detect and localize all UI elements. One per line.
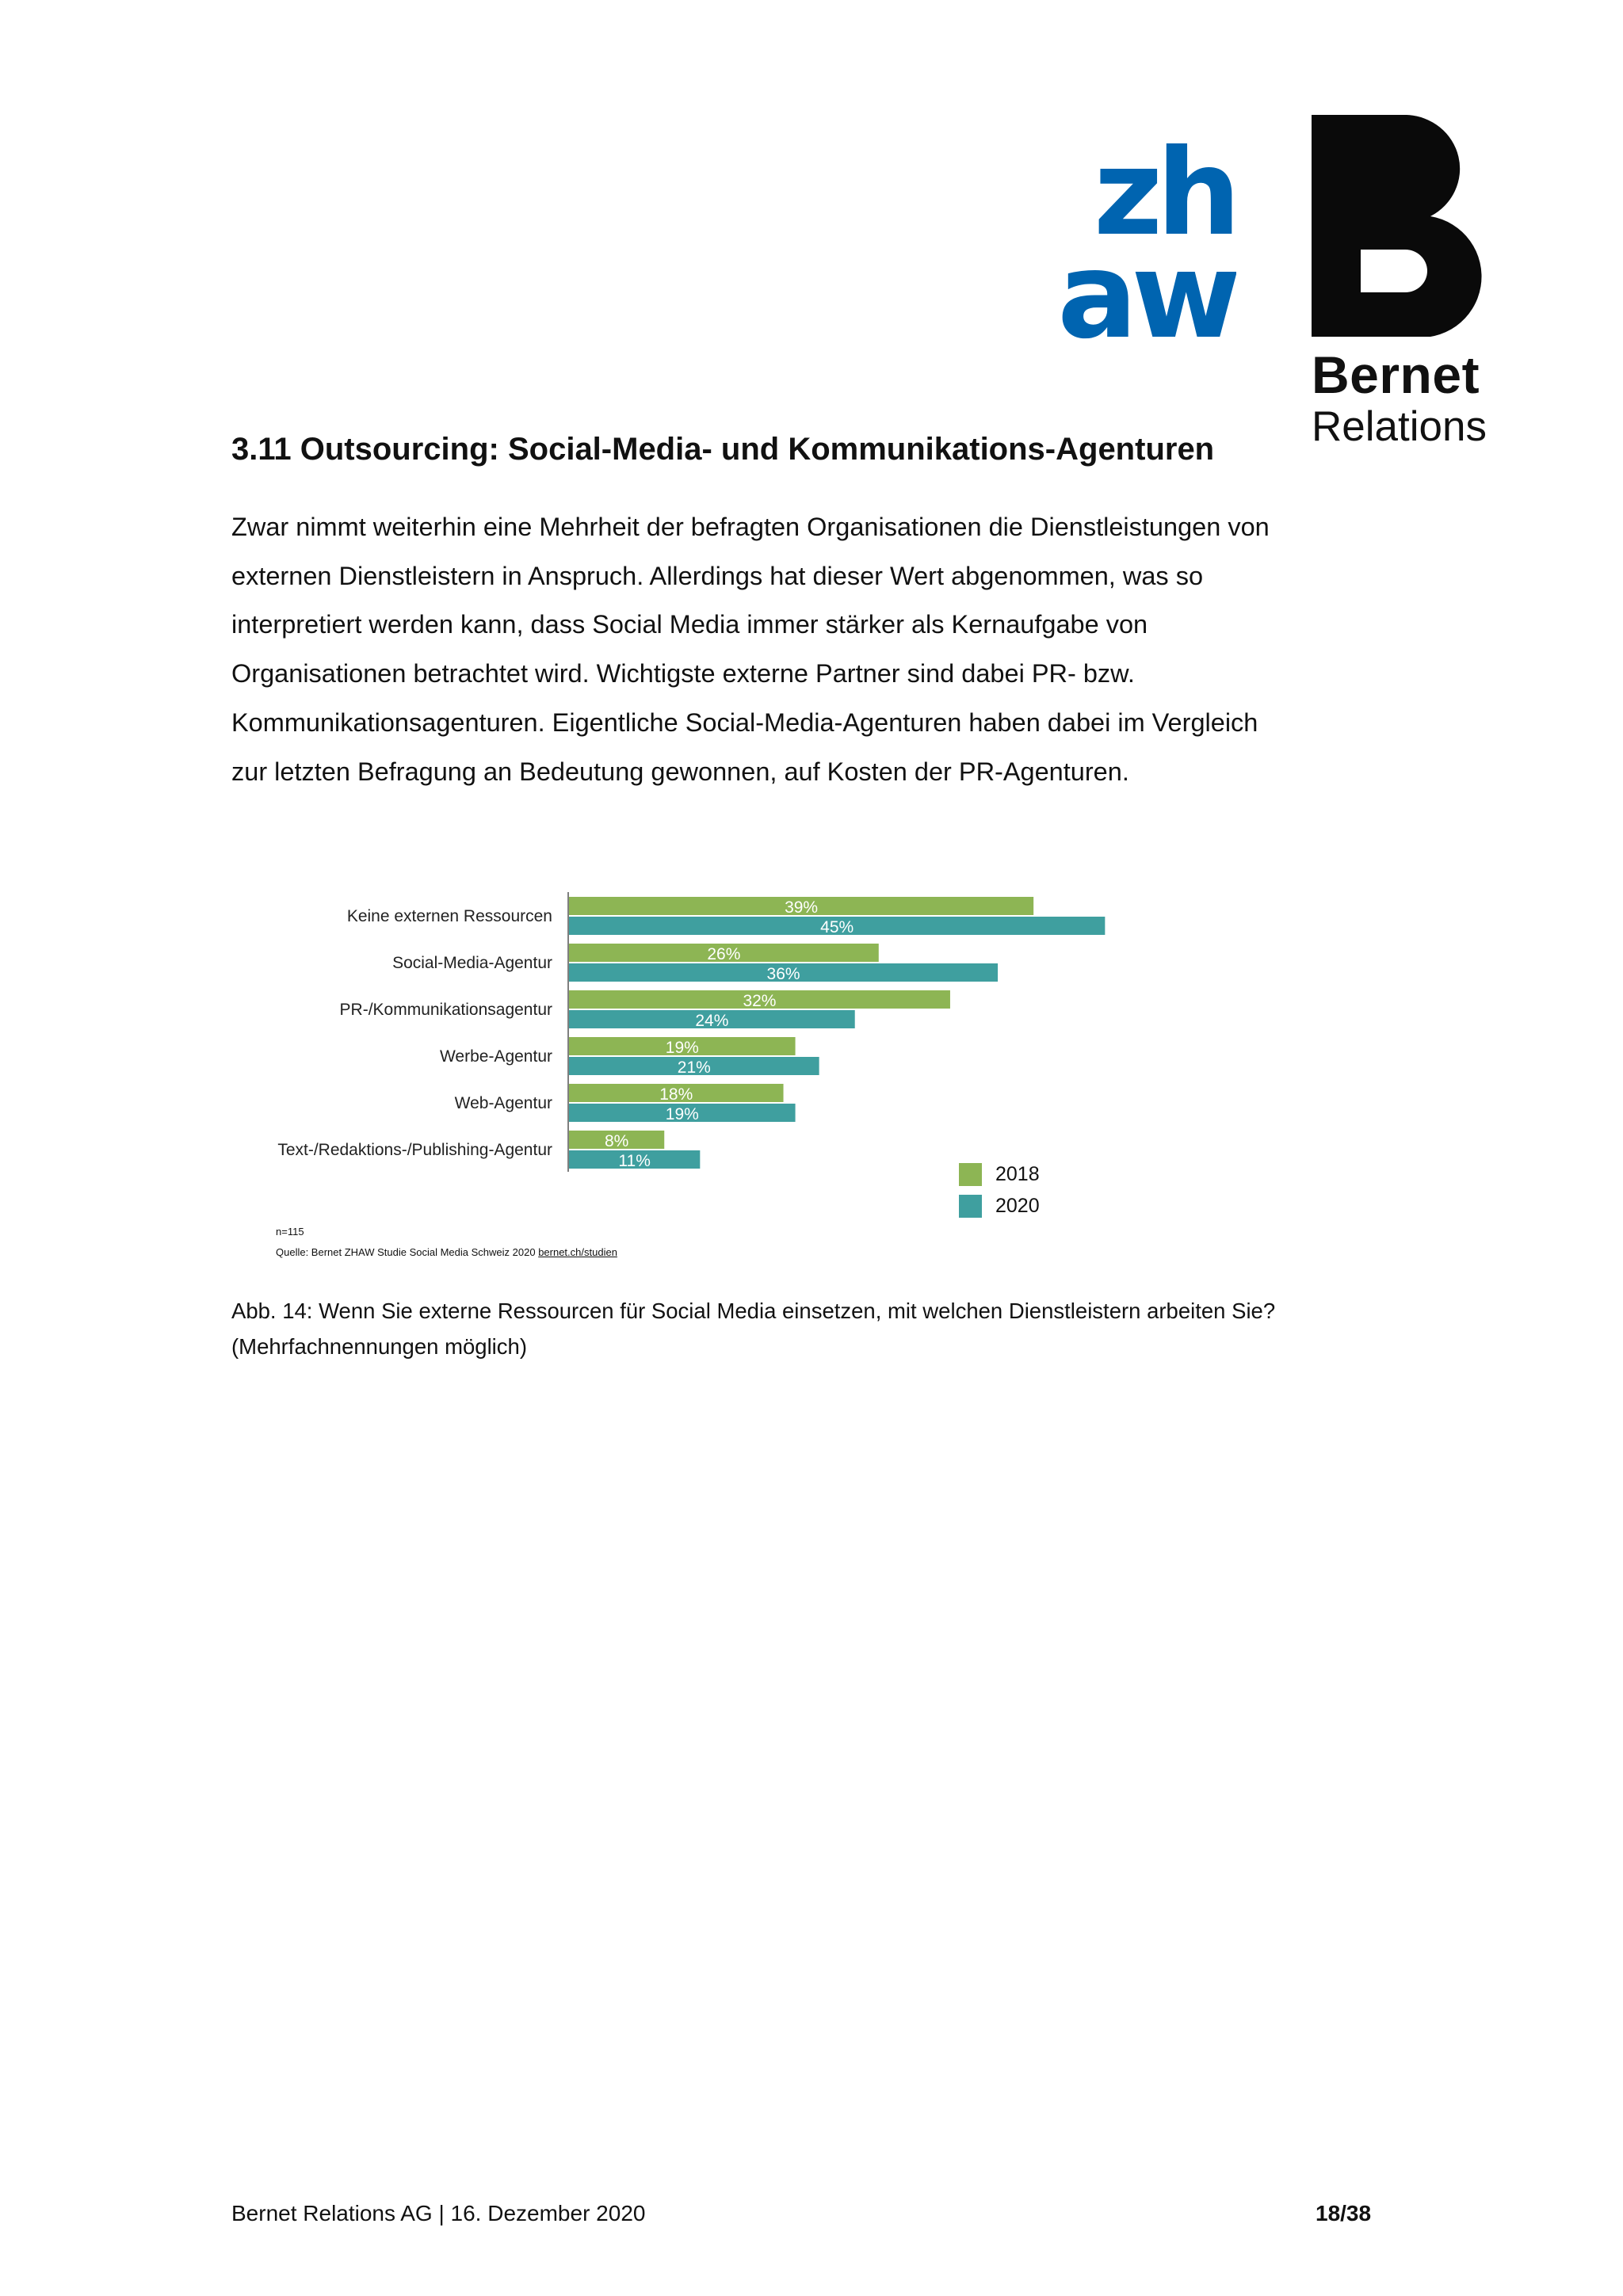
bar-value-label: 45% <box>820 918 854 936</box>
bar-value-label: 19% <box>665 1105 699 1123</box>
bar-value-label: 26% <box>707 945 741 963</box>
source-link[interactable]: bernet.ch/studien <box>538 1246 617 1258</box>
sample-size-note: n=115 <box>276 1226 304 1238</box>
legend-swatch-2020 <box>959 1195 982 1218</box>
bar-value-label: 32% <box>743 992 777 1010</box>
bar-value-label: 24% <box>695 1012 729 1030</box>
page-number: 18/38 <box>1316 2201 1372 2225</box>
zhaw-logo <box>1030 131 1236 345</box>
legend-label-2018: 2018 <box>995 1162 1040 1185</box>
bernet-b-logo <box>1312 115 1486 337</box>
bar-value-label: 11% <box>618 1152 651 1170</box>
legend-item-2020 <box>959 1190 1040 1222</box>
footer-company-date: Bernet Relations AG | 16. Dezember 2020 <box>231 2201 646 2225</box>
bar-value-label: 8% <box>604 1132 629 1150</box>
bernet-relations-wordmark <box>1312 345 1518 453</box>
bar-value-label: 39% <box>785 898 819 917</box>
source-text: Quelle: Bernet ZHAW Studie Social Media Schweiz 2020 <box>276 1246 539 1258</box>
bernet-wordmark-line1: Bernet <box>1312 345 1480 404</box>
legend-swatch-2018 <box>959 1163 982 1186</box>
zhaw-logo-line1: zh <box>1093 131 1235 262</box>
bar-value-label: 21% <box>677 1058 711 1077</box>
chart-legend <box>959 1158 1040 1222</box>
category-label: Social-Media-Agentur <box>392 954 552 972</box>
section-heading: 3.11 Outsourcing: Social-Media- und Kommunikations-Agenturen <box>231 432 1215 467</box>
legend-item-2018 <box>959 1158 1040 1190</box>
category-label: Keine externen Ressourcen <box>346 907 552 925</box>
legend-label-2020: 2020 <box>995 1194 1040 1217</box>
bernet-wordmark-line2: Relations <box>1312 403 1487 450</box>
category-label: PR-/Kommunikationsagentur <box>339 1001 552 1019</box>
zhaw-logo-line2: aw <box>1057 227 1235 345</box>
bar-value-label: 18% <box>659 1085 693 1104</box>
figure-caption: Abb. 14: Wenn Sie externe Ressourcen für Social Media einsetzen, mit welchen Dienstleistern arbeiten Sie? (Mehrfachnennungen möglich) <box>231 1299 1276 1359</box>
body-paragraph: Zwar nimmt weiterhin eine Mehrheit der befragten Organisationen die Dienstleistungen von externen Dienstleistern in Anspruch. Allerdings hat dieser Wert abgenommen, was so interpretiert werden kann, dass Social Media immer stärker als Kernaufgabe von Organisationen betrachtet wird. Wichtigste externe Partner sind dabei PR- bzw. Kommunikationsagenturen. Eigentliche Social-Media-Agenturen haben dabei im Vergleich zur letzten Befragung an Bedeutung gewonnen, auf Kosten der PR-Agenturen. <box>231 513 1270 786</box>
bar-chart <box>238 879 1268 1276</box>
bar-value-label: 19% <box>665 1039 699 1057</box>
source-note <box>276 1246 617 1258</box>
bar-value-label: 36% <box>766 965 800 983</box>
category-label: Werbe-Agentur <box>439 1047 552 1066</box>
category-label: Web-Agentur <box>454 1094 552 1112</box>
category-label: Text-/Redaktions-/Publishing-Agentur <box>277 1141 552 1159</box>
